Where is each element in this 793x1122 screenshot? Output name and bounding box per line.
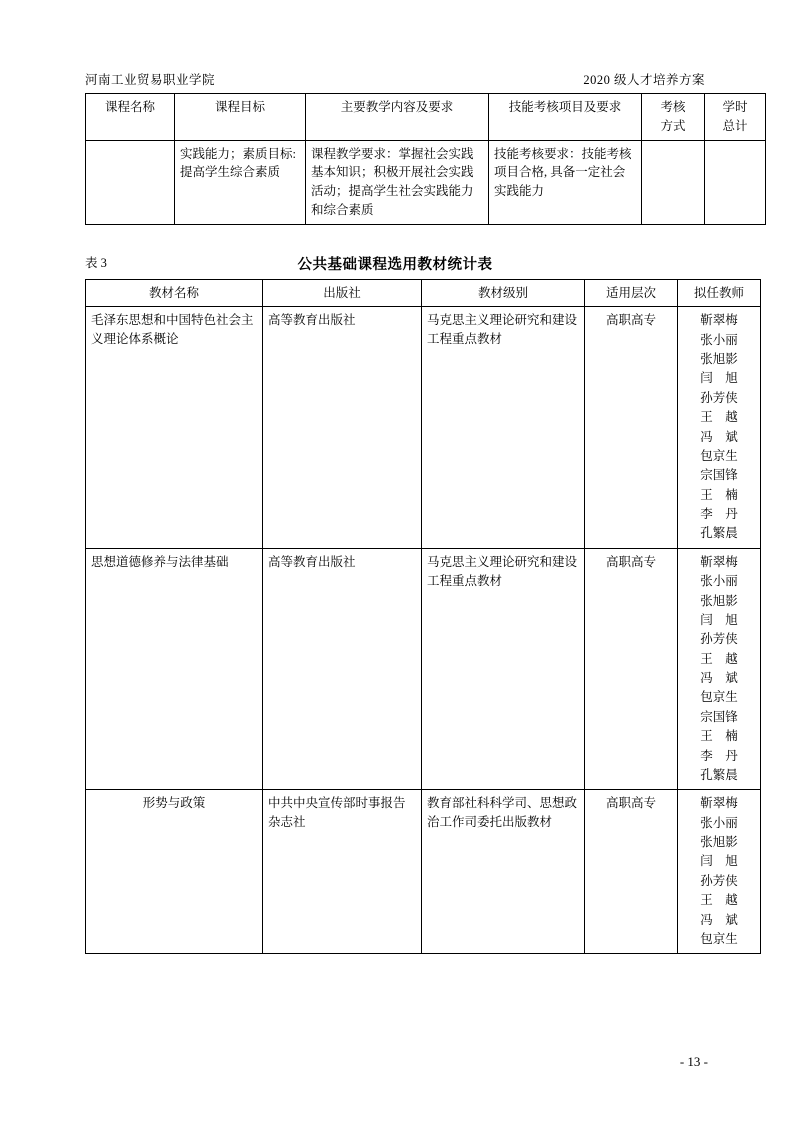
header-institution: 河南工业贸易职业学院 [85, 73, 216, 87]
teacher-name: 宗国锋 [700, 468, 738, 483]
table-header-row [86, 279, 761, 307]
textbook-table [85, 279, 761, 955]
header-document-title: 2020 级人才培养方案 [583, 73, 705, 87]
teacher-name: 靳翠梅 [700, 796, 738, 811]
teacher-name: 张小丽 [700, 815, 738, 830]
cell-skill-assessment: 技能考核要求：技能考核项目合格, 具备一定社会实践能力 [489, 140, 642, 224]
teacher-name: 张旭影 [700, 835, 738, 849]
course-table [85, 93, 766, 225]
teacher-name: 包京生 [700, 931, 738, 946]
teacher-name: 张小丽 [700, 332, 738, 347]
cell-textbook-name: 思想道德修养与法律基础 [86, 548, 263, 790]
teacher-name: 闫 旭 [700, 612, 738, 627]
table-caption-label: 表 3 [85, 255, 107, 270]
cell-textbook-level: 教育部社科科学司、思想政治工作司委托出版教材 [422, 790, 585, 954]
table-row [86, 140, 766, 224]
cell-publisher: 中共中央宣传部时事报告杂志社 [263, 790, 422, 954]
cell-tier: 高职高专 [585, 790, 678, 954]
page-header [85, 70, 705, 93]
teacher-list [683, 794, 755, 949]
teacher-name: 孙芳侠 [700, 873, 738, 888]
teacher-name: 王 楠 [700, 729, 738, 744]
cell-teachers [678, 307, 761, 549]
column-header-assessment-method [642, 94, 705, 141]
assessment-method-line2: 方式 [660, 118, 686, 133]
table-row [86, 790, 761, 954]
teacher-name: 王 越 [700, 651, 738, 666]
page-content [85, 70, 748, 954]
cell-course-name [86, 140, 175, 224]
teacher-name: 冯 斌 [700, 671, 738, 685]
cell-assessment-method [642, 140, 705, 224]
total-hours-line2: 总计 [722, 118, 748, 133]
column-header-course-name: 课程名称 [86, 94, 175, 141]
page-footer [0, 1054, 793, 1070]
teacher-name: 孙芳侠 [700, 390, 738, 405]
cell-tier: 高职高专 [585, 307, 678, 549]
teacher-name: 张旭影 [700, 593, 738, 608]
teacher-name: 闫 旭 [700, 371, 738, 386]
column-header-textbook-name: 教材名称 [86, 279, 263, 307]
table-caption [85, 253, 705, 273]
teacher-name: 包京生 [700, 448, 738, 463]
cell-textbook-level: 马克思主义理论研究和建设工程重点教材 [422, 548, 585, 790]
cell-textbook-name: 形势与政策 [86, 790, 263, 954]
cell-publisher: 高等教育出版社 [263, 548, 422, 790]
teacher-name: 包京生 [700, 690, 738, 705]
teacher-name: 靳翠梅 [700, 554, 738, 569]
teacher-name: 李 丹 [700, 748, 738, 763]
cell-course-goal: 实践能力；素质目标: 提高学生综合素质 [175, 140, 306, 224]
cell-textbook-level: 马克思主义理论研究和建设工程重点教材 [422, 307, 585, 549]
teacher-list [683, 311, 755, 544]
teacher-name: 王 越 [700, 410, 738, 425]
column-header-publisher: 出版社 [263, 279, 422, 307]
page-number: - 13 - [679, 1054, 708, 1069]
column-header-textbook-level: 教材级别 [422, 279, 585, 307]
teacher-name: 闫 旭 [700, 854, 738, 869]
teacher-name: 冯 斌 [700, 912, 738, 927]
assessment-method-line1: 考核 [660, 100, 686, 114]
cell-total-hours [705, 140, 766, 224]
teacher-name: 靳翠梅 [700, 313, 738, 328]
table-row [86, 307, 761, 549]
column-header-total-hours [705, 94, 766, 141]
teacher-name: 王 楠 [700, 487, 738, 502]
teacher-list [683, 553, 755, 786]
cell-tier: 高职高专 [585, 548, 678, 790]
column-header-teachers: 拟任教师 [678, 279, 761, 307]
column-header-content: 主要教学内容及要求 [306, 94, 489, 141]
column-header-tier: 适用层次 [585, 279, 678, 307]
teacher-name: 张小丽 [700, 574, 738, 589]
total-hours-line1: 学时 [722, 100, 748, 114]
cell-textbook-name: 毛泽东思想和中国特色社会主义理论体系概论 [86, 307, 263, 549]
teacher-name: 张旭影 [700, 352, 738, 366]
column-header-course-goal: 课程目标 [175, 94, 306, 141]
teacher-name: 王 越 [700, 893, 738, 908]
teacher-name: 孙芳侠 [700, 632, 738, 647]
teacher-name: 宗国锋 [700, 709, 738, 724]
column-header-skill-assessment: 技能考核项目及要求 [489, 94, 642, 141]
cell-content: 课程教学要求：掌握社会实践基本知识；积极开展社会实践活动；提高学生社会实践能力和综合素质 [306, 140, 489, 224]
cell-publisher: 高等教育出版社 [263, 307, 422, 549]
teacher-name: 孔繁晨 [700, 526, 738, 541]
teacher-name: 孔繁晨 [700, 767, 738, 782]
table-row [86, 548, 761, 790]
cell-teachers [678, 548, 761, 790]
teacher-name: 冯 斌 [700, 429, 738, 444]
cell-teachers [678, 790, 761, 954]
table-header-row [86, 94, 766, 141]
table-caption-title: 公共基础课程选用教材统计表 [297, 256, 493, 273]
teacher-name: 李 丹 [700, 507, 738, 521]
